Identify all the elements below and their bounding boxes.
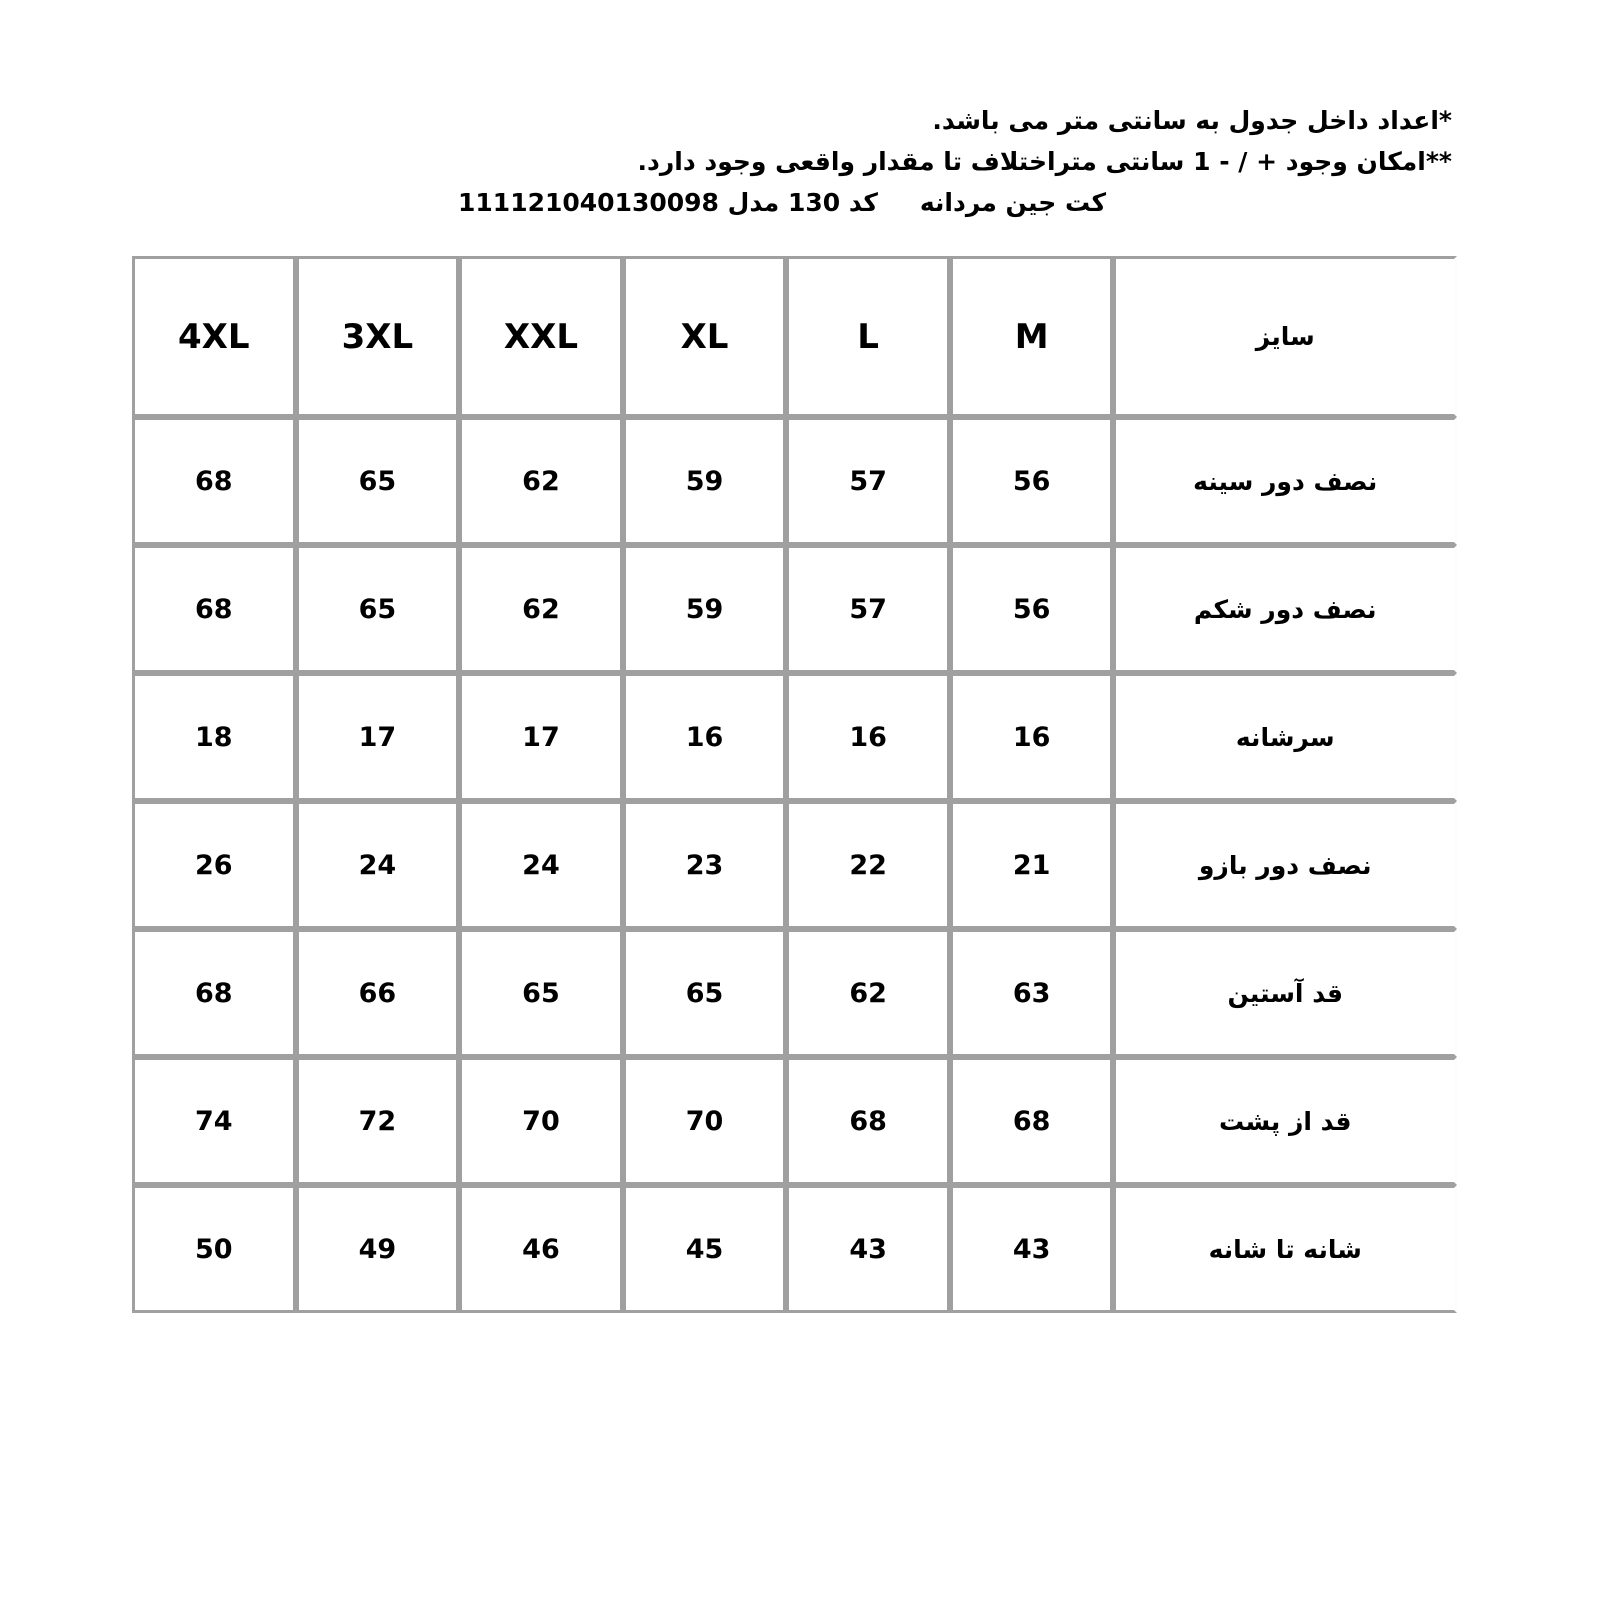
cell-shoulder-xl: 16 — [623, 673, 787, 801]
cell-shoulder-4xl: 18 — [132, 673, 296, 801]
cell-backlength-4xl: 74 — [132, 1057, 296, 1185]
cell-sleeve-xl: 65 — [623, 929, 787, 1057]
table-head — [132, 256, 1457, 417]
cell-shoulder-l: 16 — [786, 673, 950, 801]
cell-sleeve-3xl: 66 — [296, 929, 460, 1057]
cell-backlength-3xl: 72 — [296, 1057, 460, 1185]
header-size-m: M — [950, 256, 1114, 417]
cell-waist-3xl: 65 — [296, 545, 460, 673]
cell-waist-4xl: 68 — [132, 545, 296, 673]
table-row — [132, 1057, 1457, 1185]
cell-sleeve-xxl: 65 — [459, 929, 623, 1057]
cell-shouldertoshoulder-m: 43 — [950, 1185, 1114, 1313]
header-size-xxl: XXL — [459, 256, 623, 417]
table-row — [132, 673, 1457, 801]
cell-arm-4xl: 26 — [132, 801, 296, 929]
cell-shouldertoshoulder-3xl: 49 — [296, 1185, 460, 1313]
cell-chest-xl: 59 — [623, 417, 787, 545]
header-size-xl: XL — [623, 256, 787, 417]
cell-backlength-m: 68 — [950, 1057, 1114, 1185]
size-chart-table — [132, 256, 1457, 1313]
table-row — [132, 1185, 1457, 1313]
table-header-row — [132, 256, 1457, 417]
table-body — [132, 417, 1457, 1313]
size-chart-container — [132, 256, 1457, 1313]
table-row — [132, 929, 1457, 1057]
product-info-line — [142, 182, 1452, 223]
cell-chest-xxl: 62 — [459, 417, 623, 545]
cell-backlength-l: 68 — [786, 1057, 950, 1185]
row-label-sleeve: قد آستین — [1113, 929, 1457, 1057]
cell-waist-xl: 59 — [623, 545, 787, 673]
cell-chest-3xl: 65 — [296, 417, 460, 545]
row-label-shouldertoshoulder: شانه تا شانه — [1113, 1185, 1457, 1313]
table-row — [132, 801, 1457, 929]
cell-arm-3xl: 24 — [296, 801, 460, 929]
cell-chest-m: 56 — [950, 417, 1114, 545]
header-size-l: L — [786, 256, 950, 417]
row-label-chest: نصف دور سینه — [1113, 417, 1457, 545]
header-size-4xl: 4XL — [132, 256, 296, 417]
product-model: مدل 111121040130098 — [458, 188, 780, 217]
row-label-waist: نصف دور شکم — [1113, 545, 1457, 673]
cell-sleeve-l: 62 — [786, 929, 950, 1057]
cell-backlength-xl: 70 — [623, 1057, 787, 1185]
row-label-arm: نصف دور بازو — [1113, 801, 1457, 929]
notes-block — [142, 100, 1452, 223]
row-label-shoulder: سرشانه — [1113, 673, 1457, 801]
cell-chest-l: 57 — [786, 417, 950, 545]
cell-shouldertoshoulder-xxl: 46 — [459, 1185, 623, 1313]
cell-arm-l: 22 — [786, 801, 950, 929]
cell-chest-4xl: 68 — [132, 417, 296, 545]
cell-shouldertoshoulder-xl: 45 — [623, 1185, 787, 1313]
header-size-3xl: 3XL — [296, 256, 460, 417]
cell-shoulder-m: 16 — [950, 673, 1114, 801]
cell-waist-l: 57 — [786, 545, 950, 673]
cell-arm-xxl: 24 — [459, 801, 623, 929]
note-tolerance: **امکان وجود + / - 1 سانتی متراختلاف تا مقدار واقعی وجود دارد. — [637, 147, 1452, 176]
note-units: *اعداد داخل جدول به سانتی متر می باشد. — [932, 106, 1452, 135]
product-code: کد 130 — [788, 188, 878, 217]
cell-shouldertoshoulder-l: 43 — [786, 1185, 950, 1313]
cell-waist-m: 56 — [950, 545, 1114, 673]
cell-backlength-xxl: 70 — [459, 1057, 623, 1185]
table-row — [132, 545, 1457, 673]
cell-waist-xxl: 62 — [459, 545, 623, 673]
cell-shouldertoshoulder-4xl: 50 — [132, 1185, 296, 1313]
cell-shoulder-xxl: 17 — [459, 673, 623, 801]
cell-arm-m: 21 — [950, 801, 1114, 929]
product-name: کت جین مردانه — [919, 188, 1106, 217]
table-row — [132, 417, 1457, 545]
cell-sleeve-m: 63 — [950, 929, 1114, 1057]
row-label-backlength: قد از پشت — [1113, 1057, 1457, 1185]
cell-shoulder-3xl: 17 — [296, 673, 460, 801]
cell-sleeve-4xl: 68 — [132, 929, 296, 1057]
cell-arm-xl: 23 — [623, 801, 787, 929]
header-size-label: سایز — [1113, 256, 1457, 417]
